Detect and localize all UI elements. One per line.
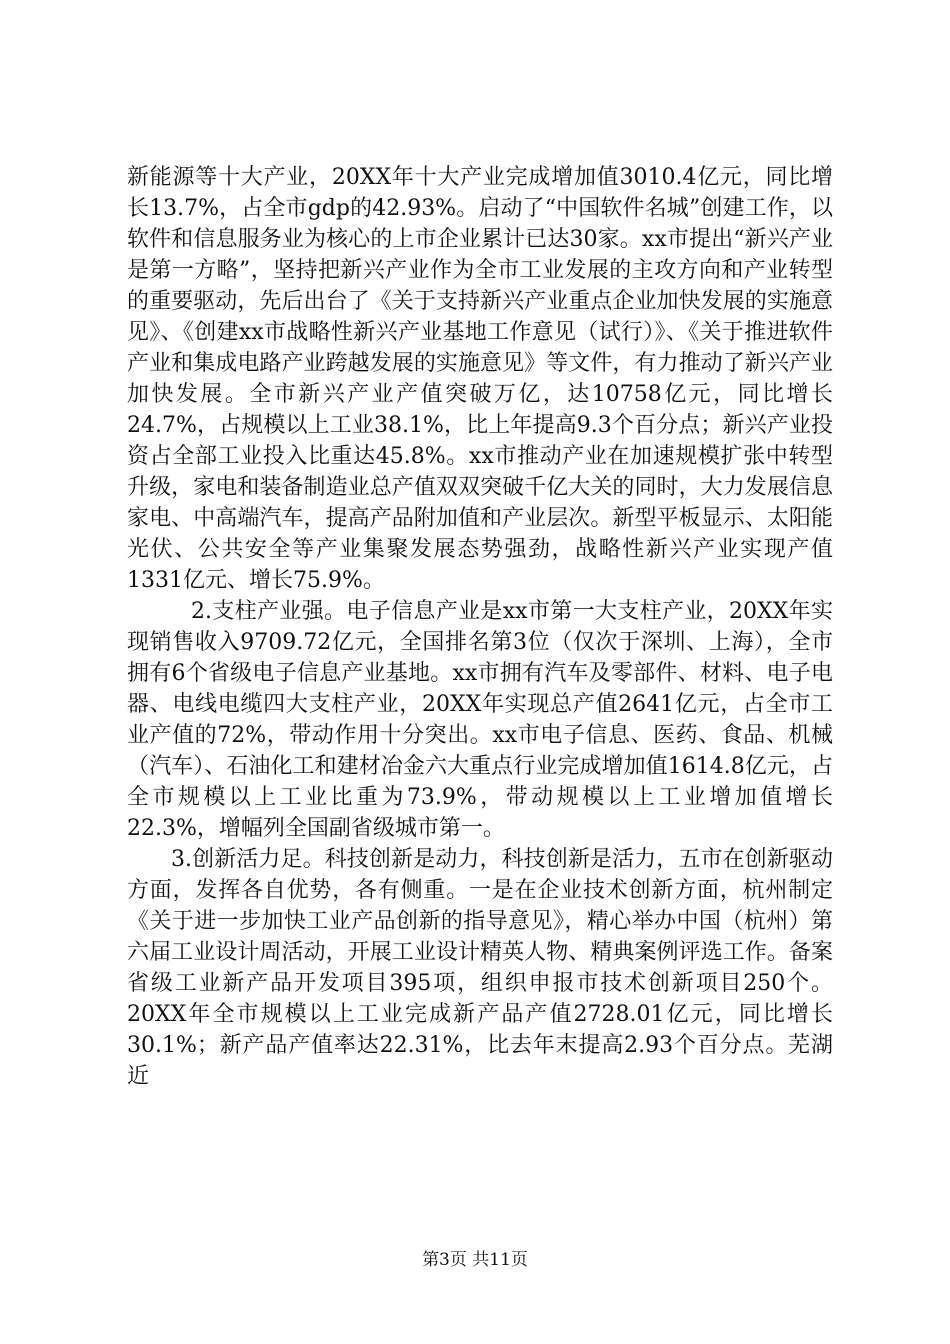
paragraph-pillar-industries: 2.支柱产业强。电子信息产业是xx市第一大支柱产业，20XX年实现销售收入9709.72亿元，全国排名第3位（仅次于深圳、上海），全市拥有6个省级电子信息产业基地。xx市拥有汽车及零部件、材料、电子电器、电线电缆四大支柱产业，20XX年实现总产值2641亿元，占全市工业产值的72%，带动作用十分突出。xx市电子信息、医药、食品、机械（汽车）、石油化工和建材冶金六大重点行业完成增加值1614.8亿元，占全市规模以上工业比重为73.9%，带动规模以上工业增加值增长22.3%，增幅列全国副省级城市第一。 [127,599,833,841]
paragraph-innovation: 3.创新活力足。科技创新是动力，科技创新是活力，五市在创新驱动方面，发挥各自优势，各有侧重。一是在企业技术创新方面，杭州制定《关于进一步加快工业产品创新的指导意见》，精心举办中国（杭州）第六届工业设计周活动，开展工业设计精英人物、精典案例评选工作。备案省级工业新产品开发项目395项，组织申报市技术创新项目250个。20XX年全市规模以上工业完成新产品产值2728.01亿元，同比增长30.1%；新产品产值率达22.31%，比去年末提高2.93个百分点。芜湖近 [127,847,833,1089]
page-number-footer: 第3页 共11页 [422,1250,528,1270]
paragraph-new-industries: 新能源等十大产业，20XX年十大产业完成增加值3010.4亿元，同比增长13.7%，占全市gdp的42.93%。启动了“中国软件名城”创建工作，以软件和信息服务业为核心的上市企业累计已达30家。xx市提出“新兴产业是第一方略”，坚持把新兴产业作为全市工业发展的主攻方向和产业转型的重要驱动，先后出台了《关于支持新兴产业重点企业加快发展的实施意见》、《创建xx市战略性新兴产业基地工作意见（试行）》、《关于推进软件产业和集成电路产业跨越发展的实施意见》等文件，有力推动了新兴产业加快发展。全市新兴产业产值突破万亿，达10758亿元，同比增长24.7%，占规模以上工业38.1%，比上年提高9.3个百分点；新兴产业投资占全部工业投入比重达45.8%。xx市推动产业在加速规模扩张中转型升级，家电和装备制造业总产值双双突破千亿大关的同时，大力发展信息家电、中高端汽车，提高产品附加值和产业层次。新型平板显示、太阳能光伏、公共安全等产业集聚发展态势强劲，战略性新兴产业实现产值1331亿元、增长75.9%。 [127,165,833,593]
body-text [127,162,833,1092]
